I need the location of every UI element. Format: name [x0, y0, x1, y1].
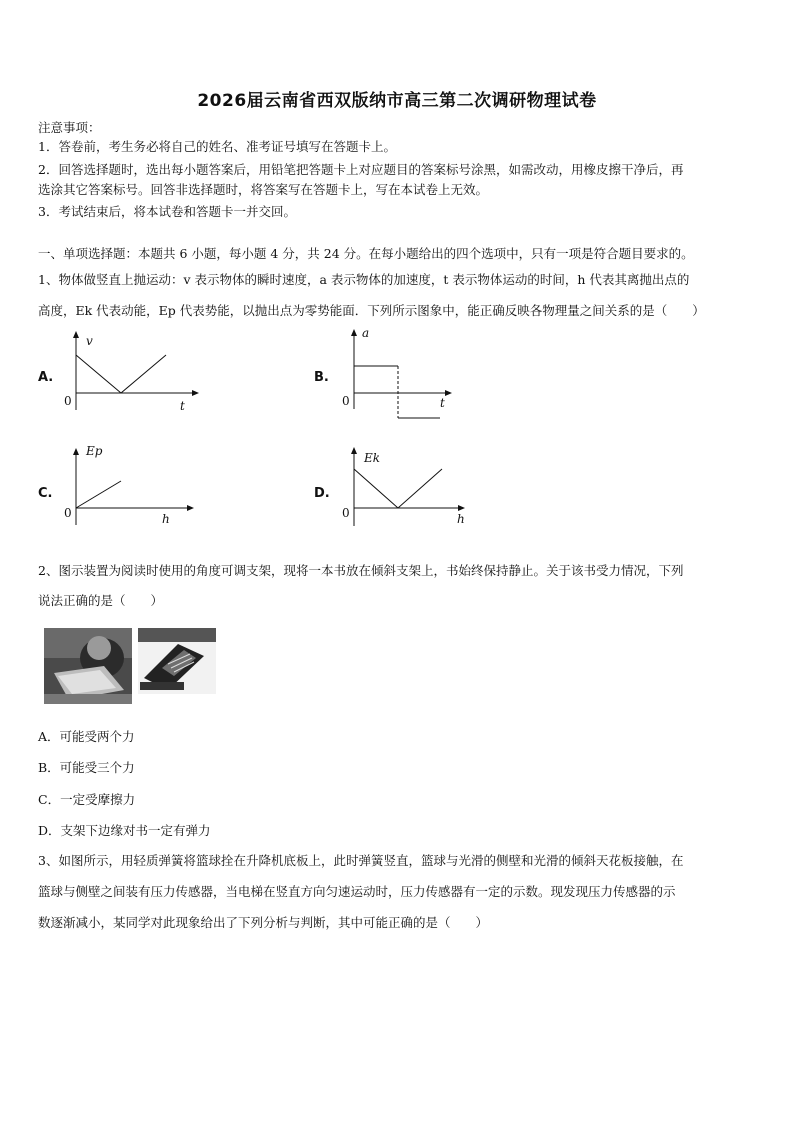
q3-stem-line2: 篮球与侧壁之间装有压力传感器，当电梯在竖直方向匀速运动时，压力传感器有一定的示数。现发现压力传感器的示 — [38, 884, 676, 899]
q1-option-b-label[interactable]: B. — [314, 370, 329, 385]
q1-stem-line1: 1、物体做竖直上抛运动：v 表示物体的瞬时速度，a 表示物体的加速度，t 表示物体运动的时间，h 代表其离抛出点的 — [38, 272, 690, 287]
q1-graph-a — [62, 330, 202, 420]
notes-heading: 注意事项： — [38, 120, 101, 135]
q1-graph-c — [62, 441, 202, 531]
book-stand-photo-right — [138, 628, 216, 694]
q1-graph-d-origin: 0 — [342, 506, 350, 520]
q1-graph-b-xlabel: t — [440, 396, 445, 410]
q1-graph-a-xlabel: t — [180, 399, 185, 413]
section-heading: 一、单项选择题：本题共 6 小题，每小题 4 分，共 24 分。在每小题给出的四个选项中，只有一项是符合题目要求的。 — [38, 246, 694, 261]
q2-option-d[interactable]: D．支架下边缘对书一定有弹力 — [38, 823, 211, 838]
note-item-1: 1．答卷前，考生务必将自己的姓名、准考证号填写在答题卡上。 — [38, 139, 396, 154]
q2-stem-line2: 说法正确的是（ ） — [38, 593, 164, 608]
q1-graph-d-xlabel: h — [457, 512, 465, 526]
page-title: 2026届云南省西双版纳市高三第二次调研物理试卷 — [197, 91, 597, 111]
q1-graph-a-ylabel: v — [86, 334, 93, 348]
q1-graph-d-ylabel: Ek — [364, 451, 381, 465]
q1-graph-b — [340, 325, 480, 425]
q1-graph-b-origin: 0 — [342, 394, 350, 408]
q1-option-d-label[interactable]: D. — [314, 486, 330, 501]
book-stand-photo-left — [44, 628, 132, 704]
note-item-2-cont: 选涂其它答案标号。回答非选择题时，将答案写在答题卡上，写在本试卷上无效。 — [38, 182, 489, 197]
q1-option-a-label[interactable]: A. — [38, 370, 54, 385]
q2-option-b[interactable]: B．可能受三个力 — [38, 760, 135, 775]
q3-stem-line3: 数逐渐减小，某同学对此现象给出了下列分析与判断，其中可能正确的是（ ） — [38, 915, 489, 930]
q2-option-a[interactable]: A．可能受两个力 — [38, 729, 135, 744]
q3-stem-line1: 3、如图所示，用轻质弹簧将篮球拴在升降机底板上，此时弹簧竖直，篮球与光滑的侧壁和光滑的倾斜天花板接触，在 — [38, 853, 684, 868]
q2-stem-line1: 2、图示装置为阅读时使用的角度可调支架，现将一本书放在倾斜支架上，书始终保持静止。关于该书受力情况，下列 — [38, 563, 684, 578]
q1-graph-c-xlabel: h — [162, 512, 170, 526]
q2-option-c[interactable]: C．一定受摩擦力 — [38, 792, 136, 807]
q1-graph-c-origin: 0 — [64, 506, 72, 520]
q1-graph-a-origin: 0 — [64, 394, 72, 408]
q1-graph-d — [340, 442, 480, 532]
q1-graph-c-ylabel: Ep — [86, 444, 103, 458]
q1-stem-line2: 高度，Ek 代表动能，Ep 代表势能，以抛出点为零势能面．下列所示图象中，能正确反映各物理量之间关系的是（ ） — [38, 303, 705, 318]
q1-option-c-label[interactable]: C. — [38, 486, 53, 501]
q1-graph-b-ylabel: a — [362, 326, 370, 340]
note-item-2: 2．回答选择题时，选出每小题答案后，用铅笔把答题卡上对应题目的答案标号涂黑，如需改动，用橡皮擦干净后，再 — [38, 162, 684, 177]
note-item-3: 3．考试结束后，将本试卷和答题卡一并交回。 — [38, 204, 296, 219]
